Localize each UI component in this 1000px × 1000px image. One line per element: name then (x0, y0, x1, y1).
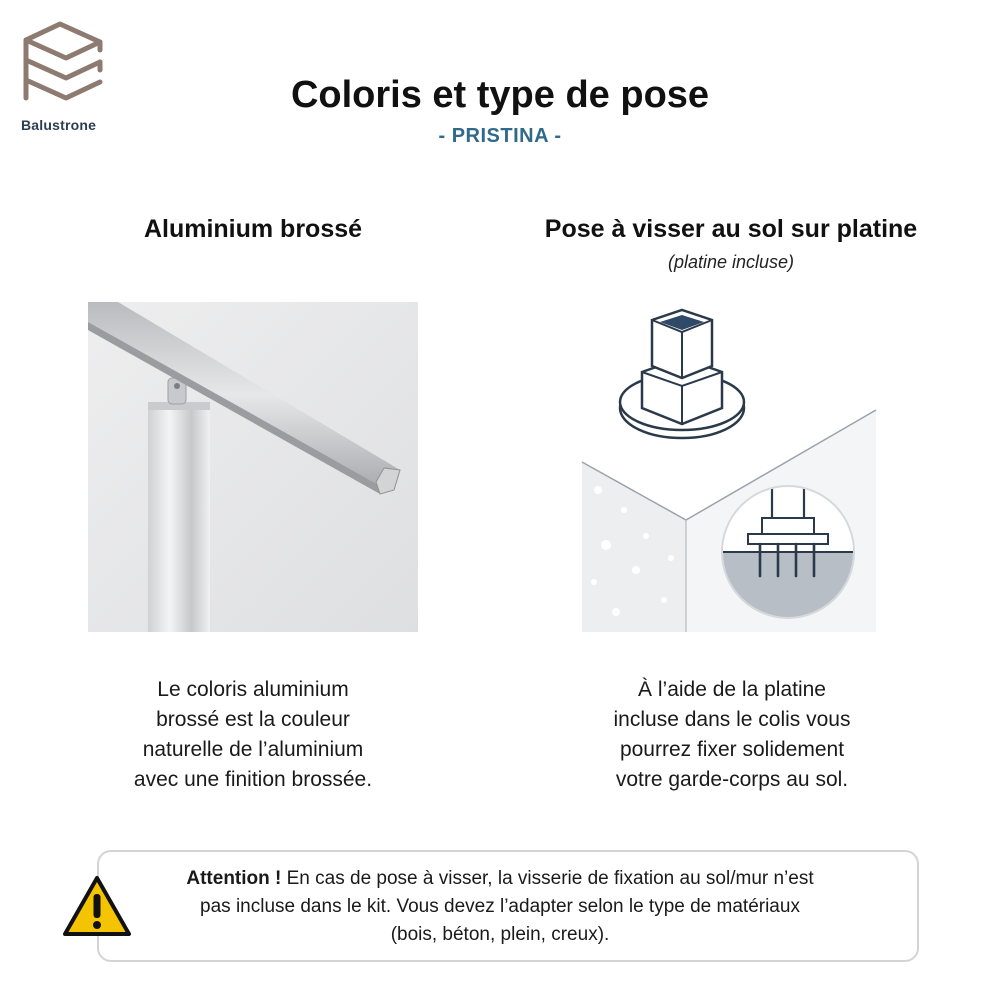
warning-line-2: pas incluse dans le kit. Vous devez l’adapter selon le type de matériaux (200, 896, 800, 917)
warning-triangle-icon (62, 874, 132, 943)
finish-description-line: naturelle de l’aluminium (142, 738, 364, 761)
finish-description-line: brossé est la couleur (156, 708, 350, 731)
warning-line-1 (130, 865, 870, 893)
installation-description-line: votre garde-corps au sol. (615, 768, 849, 791)
brushed-aluminium-photo (88, 302, 418, 632)
installation-heading: Pose à visser au sol sur platine (544, 215, 918, 243)
base-plate-illustration (576, 300, 880, 632)
installation-description-line: À l’aide de la platine (638, 678, 826, 701)
finish-description (98, 675, 408, 795)
brand-name: Balustrone (21, 117, 97, 133)
installation-description (567, 675, 897, 795)
finish-description-line: avec une finition brossée. (133, 768, 373, 791)
finish-description-line: Le coloris aluminium (157, 678, 349, 701)
warning-line-1-text: En cas de pose à visser, la visserie de fixation au sol/mur n’est (281, 868, 814, 889)
page-title: Coloris et type de pose (290, 74, 710, 116)
warning-line-3: (bois, béton, plein, creux). (390, 924, 610, 945)
warning-label: Attention ! (186, 868, 282, 889)
warning-text (130, 865, 870, 949)
finish-heading: Aluminium brossé (143, 215, 363, 243)
page-subtitle: - PRISTINA - (438, 125, 562, 147)
installation-subheading: (platine incluse) (667, 252, 795, 272)
installation-description-line: incluse dans le colis vous (613, 708, 851, 731)
installation-description-line: pourrez fixer solidement (619, 738, 845, 761)
